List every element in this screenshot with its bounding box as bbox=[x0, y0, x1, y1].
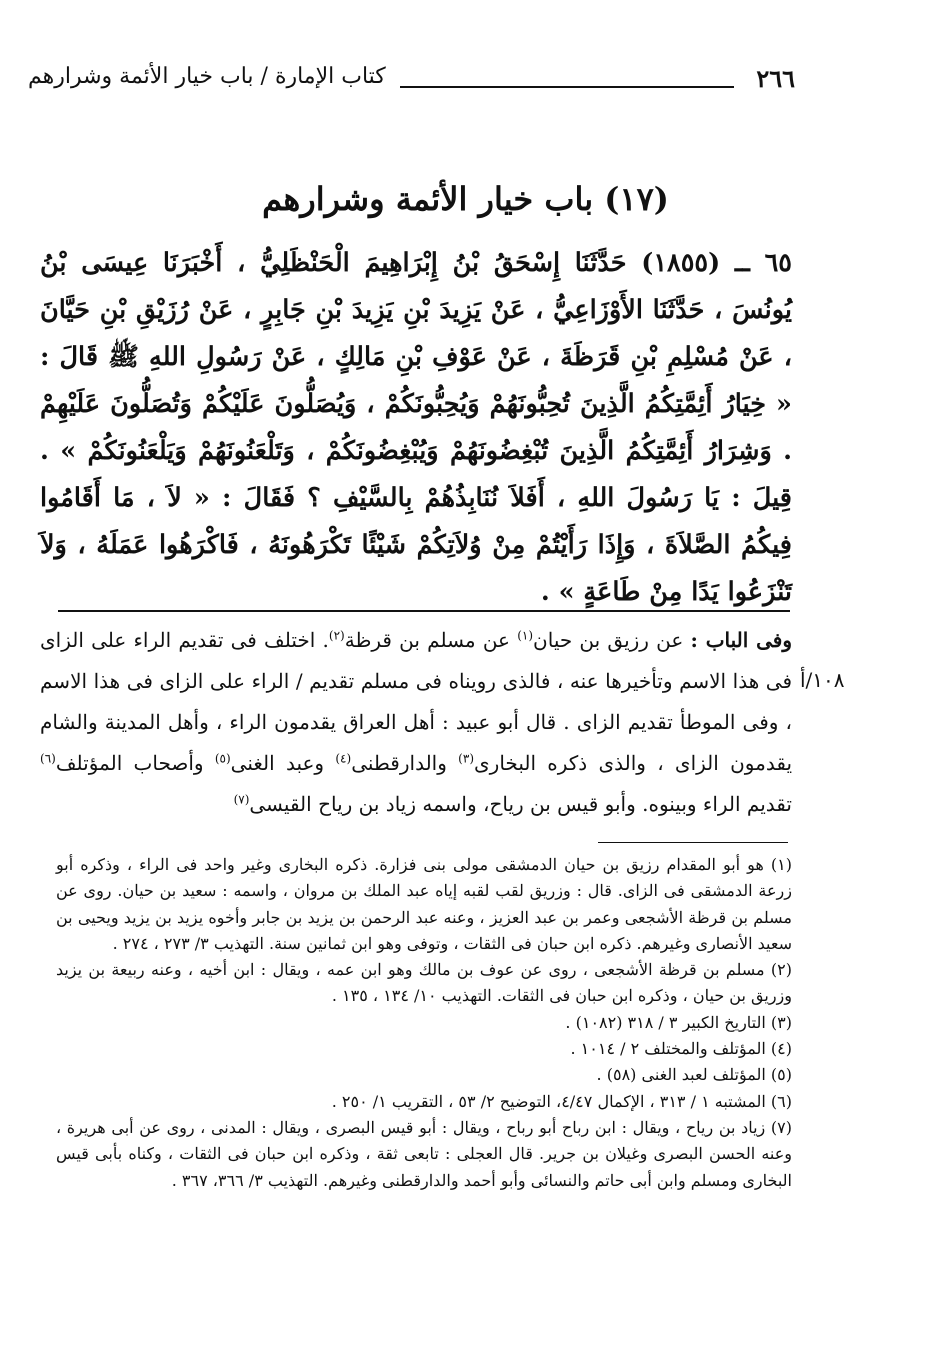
commentary-text: وعبد الغنى bbox=[230, 751, 325, 775]
footnote-ref[interactable]: (٥) bbox=[214, 751, 231, 766]
footnote-ref[interactable]: (٣) bbox=[458, 751, 474, 766]
header-rule bbox=[400, 86, 734, 88]
commentary-text: عن مسلم بن قرظة bbox=[344, 628, 510, 652]
footnote-item: (٧) زياد بن رياح ، ويقال : ابن رباح أبو رباح ، ويقال : أبو قيس البصرى ، ويقال : المدنى ، روى عن أبى هريرة ، وعنه الحسن البصرى وغيلان بن جرير. قال العجلى : تابعى ثقة ، وذكره ابن حبان فى الثقات ، وكناه بأبى قيس البخارى ومسلم وابن أبى حاتم والنسائى وأبو أحمد والدارقطنى وغيرهم. التهذيب ٣/ ٣٦٦، ٣٦٧ . bbox=[56, 1117, 793, 1190]
commentary-text: والدارقطنى bbox=[351, 751, 447, 775]
commentary-text: عن رزيق بن حيان bbox=[533, 628, 684, 652]
section-divider bbox=[58, 610, 790, 612]
footnotes-divider bbox=[598, 842, 788, 843]
commentary-text: تقديم الراء وبينوه. وأبو قيس بن رياح، واسمه زياد بن رياح القيسى bbox=[249, 792, 792, 816]
footnotes bbox=[56, 852, 792, 1194]
footnote-ref[interactable]: (٧) bbox=[233, 792, 250, 807]
hadith-text: ٦٥ ــ (١٨٥٥) حَدَّثَنَا إِسْحَقُ بْنُ إِبْرَاهِيمَ الْحَنْظَلِيُّ ، أَخْبَرَنَا عِيسَى بْنُ يُونُسَ ، حَدَّثَنَا الأَوْزَاعِيُّ ، عَنْ يَزِيدَ بْنِ يَزِيدَ بْنِ جَابِرٍ ، عَنْ رُزَيْقِ بْنِ حَيَّانَ ، عَنْ مُسْلِمِ بْنِ قَرَظَةَ ، عَنْ عَوْفِ بْنِ مَالِكٍ ، عَنْ رَسُولِ اللهِ ﷺ قَالَ : « خِيَارُ أَئِمَّتِكُمُ الَّذِينَ تُحِبُّونَهُمْ وَيُحِبُّونَكُمْ ، وَيُصَلُّونَ عَلَيْكُمْ وَتُصَلُّونَ عَلَيْهِمْ . وَشِرَارُ أَئِمَّتِكُمُ الَّذِينَ تُبْغِضُونَهُمْ وَيُبْغِضُونَكُمْ ، وَتَلْعَنُونَهُمْ وَيَلْعَنُونَكُمْ » . قِيلَ : يَا رَسُولَ اللهِ ، أَفَلاَ نُنَابِذُهُمْ بِالسَّيْفِ ؟ فَقَالَ : « لاَ ، مَا أَقَامُوا فِيكُمُ الصَّلاَةَ ، وَإِذَا رَأَيْتُمْ مِنْ وُلاَتِكُمْ شَيْئًا تَكْرَهُونَهُ ، فَاكْرَهُوا عَمَلَهُ ، وَلاَ تَنْزَعُوا يَدًا مِنْ طَاعَةٍ » . bbox=[40, 248, 792, 607]
running-title: كتاب الإمارة / باب خيار الأئمة وشرارهم bbox=[28, 64, 386, 89]
footnote-item: (٣) التاريخ الكبير ٣ / ٣١٨ (١٠٨٢) . bbox=[565, 1012, 792, 1032]
page-number: ٢٦٦ bbox=[756, 64, 795, 93]
footnote-item: (٦) المشتبه ١ / ٣١٣ ، الإكمال ٤/٤٧، التوضيح ٢/ ٥٣ ، التقريب ١/ ٢٥٠ . bbox=[331, 1091, 792, 1111]
footnote-item: (٥) المؤتلف لعبد الغنى (٥٨) . bbox=[596, 1065, 792, 1085]
commentary-text: . اختلف فى تقديم الراء على الزاى فى هذا الاسم وتأخيرها عنه ، فالذى رويناه فى مسلم تقديم / الراء على الزاى فى هذا الاسم ، وفى الموطأ تقديم الزاى . قال أبو عبيد : أهل العراق يقدمون الراء ، وأهل المدينة والشام يقدمون الزاى ، والذى ذكره البخارى bbox=[40, 628, 793, 775]
commentary bbox=[40, 620, 792, 825]
footnote-ref[interactable]: (٤) bbox=[335, 751, 352, 766]
commentary-lead: وفى الباب : bbox=[690, 628, 793, 652]
footnote-ref[interactable]: (٦) bbox=[40, 751, 56, 766]
footnote-ref[interactable]: (١) bbox=[517, 628, 534, 643]
footnote-item: (٢) مسلم بن قرظة الأشجعى ، روى عن عوف بن مالك وهو ابن عمه ، ويقال : ابن أخيه ، وعنه ربيعة بن يزيد وزريق بن حيان ، وذكره ابن حبان فى الثقات. التهذيب ١٠/ ١٣٤ ، ١٣٥ . bbox=[56, 960, 792, 1006]
manuscript-folio-ref: ١٠٨/أ bbox=[800, 668, 845, 692]
footnote-item: (١) هو أبو المقدام رزيق بن حيان الدمشقى مولى بنى فزارة. ذكره البخارى وغير واحد فى الراء ، وذكره أبو زرعة الدمشقى فى الزاى. قال : وزريق لقب لقبه إياه عبد الملك بن مروان ، واسمه : سعيد بن حيان. روى عن مسلم بن قرظة الأشجعى وعمر بن عبد العزيز ، وعنه عبد الرحمن بن يزيد بن جابر وأخوه يزيد بن يزيد ويحيى بن سعيد الأنصارى وغيرهم. ذكره ابن حبان فى الثقات ، وتوفى وهو ابن ثمانين سنة. التهذيب ٣/ ٢٧٣ ، ٢٧٤ . bbox=[56, 855, 792, 953]
commentary-text: وأصحاب المؤتلف bbox=[55, 751, 204, 775]
footnote-ref[interactable]: (٢) bbox=[328, 628, 345, 643]
footnote-item: (٤) المؤتلف والمختلف ٢ / ١٠١٤ . bbox=[570, 1039, 792, 1059]
chapter-title: (١٧) باب خيار الأئمة وشرارهم bbox=[262, 180, 669, 218]
